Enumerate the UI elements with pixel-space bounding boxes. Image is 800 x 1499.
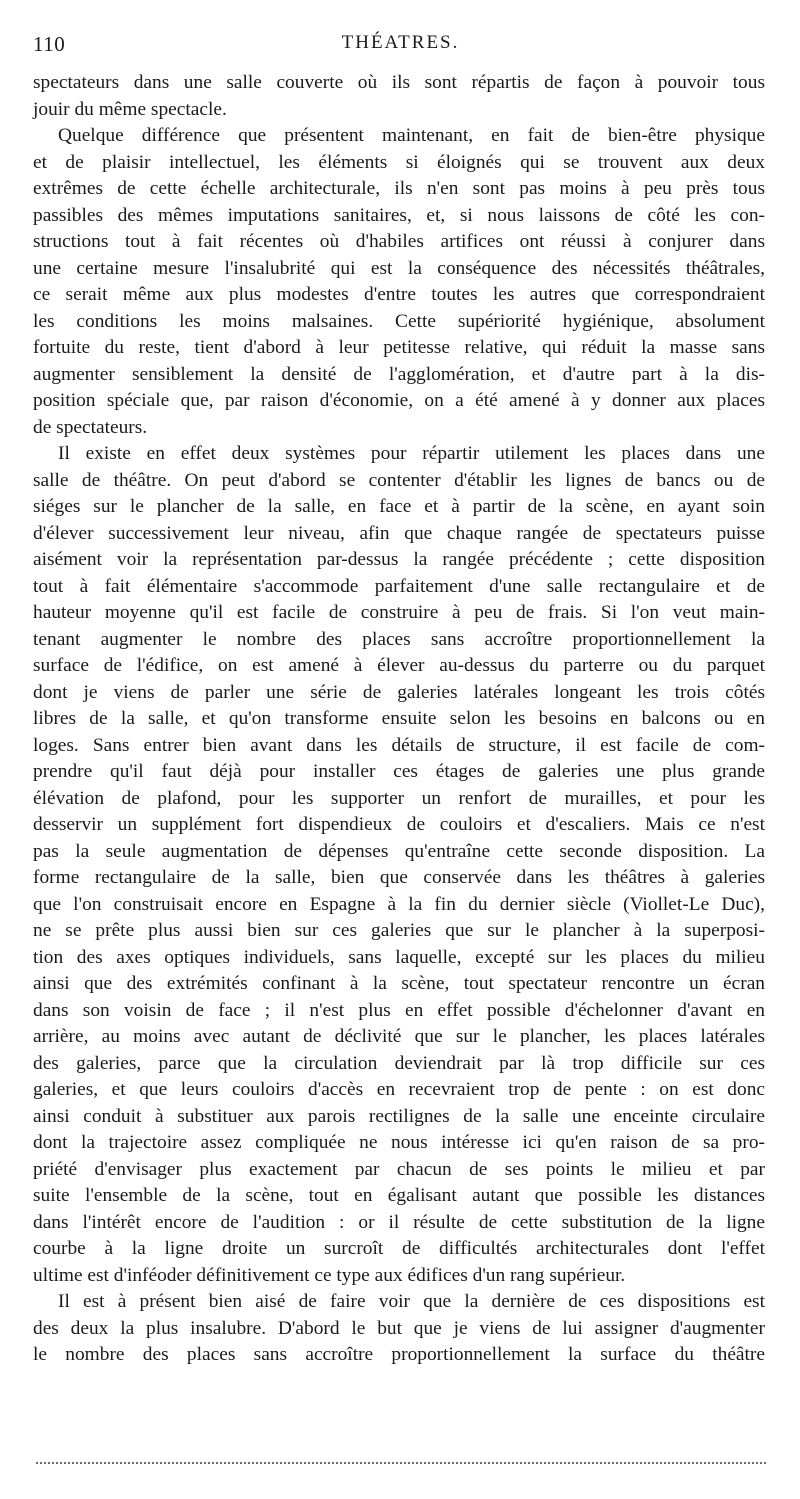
text-line: passibles des mêmes imputations sanitaires, et, si nous laissons de côté les con- bbox=[33, 204, 765, 226]
text-line: fortuite du reste, tient d'abord à leur petitesse relative, qui réduit la masse sans bbox=[33, 337, 765, 358]
text-line: suite l'ensemble de la scène, tout en égalisant autant que possible les distances bbox=[33, 1185, 765, 1206]
text-line: prendre qu'il faut déjà pour installer ces étages de galeries une plus grande bbox=[33, 761, 765, 782]
body-text bbox=[33, 70, 765, 1369]
text-line: une certaine mesure l'insalubrité qui est la conséquence des nécessités théâtrales, bbox=[33, 257, 765, 279]
text-line: Il existe en effet deux systèmes pour répartir utilement les places dans une bbox=[58, 443, 765, 464]
page-number: 110 bbox=[33, 32, 66, 56]
text-line: des deux la plus insalubre. D'abord le but que je viens de lui assigner d'augmenter bbox=[33, 1317, 765, 1339]
text-line: jouir du même spectacle. bbox=[33, 98, 227, 120]
text-line: de spectateurs. bbox=[33, 416, 148, 438]
page-header bbox=[33, 32, 768, 60]
text-line: libres de la salle, et qu'on transforme ensuite selon les besoins en balcons ou en bbox=[33, 708, 765, 729]
text-line: loges. Sans entrer bien avant dans les détails de structure, il est facile de com- bbox=[33, 734, 765, 756]
text-line: spectateurs dans une salle couverte où ils sont répartis de façon à pouvoir tous bbox=[33, 72, 765, 93]
text-line: galeries, et que leurs couloirs d'accès en recevraient trop de pente : on est donc bbox=[33, 1079, 765, 1100]
text-line: extrêmes de cette échelle architecturale, ils n'en sont pas moins à peu près tous bbox=[33, 178, 765, 199]
text-line: desservir un supplément fort dispendieux de couloirs et d'escaliers. Mais ce n'est bbox=[33, 814, 765, 835]
text-line: Il est à présent bien aisé de faire voir que la dernière de ces dispositions est bbox=[58, 1291, 765, 1312]
text-line: que l'on construisait encore en Espagne à la fin du dernier siècle (Viollet-Le Duc), bbox=[33, 893, 765, 915]
text-line: arrière, au moins avec autant de déclivité que sur le plancher, les places latérales bbox=[33, 1026, 765, 1047]
text-line: ainsi que des extrémités confinant à la scène, tout spectateur rencontre un écran bbox=[33, 973, 765, 994]
text-line: Quelque différence que présentent maintenant, en fait de bien-être physique bbox=[58, 125, 765, 146]
footer-dotted-rule bbox=[36, 1462, 766, 1464]
text-line: hauteur moyenne qu'il est facile de construire à peu de frais. Si l'on veut main- bbox=[33, 602, 765, 623]
text-line: dont je viens de parler une série de galeries latérales longeant les trois côtés bbox=[33, 681, 765, 703]
text-line: des galeries, parce que la circulation deviendrait par là trop difficile sur ces bbox=[33, 1052, 765, 1074]
text-line: augmenter sensiblement la densité de l'agglomération, et d'autre part à la dis- bbox=[33, 363, 765, 385]
text-line: dont la trajectoire assez compliquée ne nous intéresse ici qu'en raison de sa pro- bbox=[33, 1132, 765, 1153]
text-line: ultime est d'inféoder définitivement ce type aux édifices d'un rang supérieur. bbox=[33, 1264, 626, 1286]
text-line: structions tout à fait récentes où d'habiles artifices ont réussi à conjurer dans bbox=[33, 231, 765, 252]
text-line: le nombre des places sans accroître proportionnellement la surface du théâtre bbox=[33, 1344, 765, 1365]
text-line: ainsi conduit à substituer aux parois rectilignes de la salle une enceinte circulaire bbox=[33, 1105, 765, 1127]
text-line: priété d'envisager plus exactement par chacun de ses points le milieu et par bbox=[33, 1158, 765, 1180]
text-line: courbe à la ligne droite un surcroît de difficultés architecturales dont l'effet bbox=[33, 1238, 765, 1259]
text-line: aisément voir la représentation par-dessus la rangée précédente ; cette disposition bbox=[33, 549, 765, 570]
text-line: ne se prête plus aussi bien sur ces galeries que sur le plancher à la superposi- bbox=[33, 920, 765, 941]
running-title: THÉATRES. bbox=[341, 32, 460, 53]
text-line: pas la seule augmentation de dépenses qu'entraîne cette seconde disposition. La bbox=[33, 840, 765, 862]
text-line: tenant augmenter le nombre des places sans accroître proportionnellement la bbox=[33, 628, 765, 650]
text-line: forme rectangulaire de la salle, bien que conservée dans les théâtres à galeries bbox=[33, 867, 765, 888]
text-line: salle de théâtre. On peut d'abord se contenter d'établir les lignes de bancs ou de bbox=[33, 469, 765, 491]
text-line: ce serait même aux plus modestes d'entre toutes les autres que correspondraient bbox=[33, 284, 765, 305]
text-line: et de plaisir intellectuel, les éléments si éloignés qui se trouvent aux deux bbox=[33, 151, 765, 173]
text-line: position spéciale que, par raison d'économie, on a été amené à y donner aux places bbox=[33, 390, 765, 411]
text-line: surface de l'édifice, on est amené à élever au-dessus du parterre ou du parquet bbox=[33, 655, 765, 676]
text-line: élévation de plafond, pour les supporter un renfort de murailles, et pour les bbox=[33, 787, 765, 809]
text-line: siéges sur le plancher de la salle, en face et à partir de la scène, en ayant soin bbox=[33, 496, 765, 517]
text-line: dans l'intérêt encore de l'audition : or il résulte de cette substitution de la ligne bbox=[33, 1211, 765, 1233]
text-line: d'élever successivement leur niveau, afin que chaque rangée de spectateurs puisse bbox=[33, 522, 765, 544]
text-line: tout à fait élémentaire s'accommode parfaitement d'une salle rectangulaire et de bbox=[33, 575, 765, 597]
text-line: dans son voisin de face ; il n'est plus en effet possible d'échelonner d'avant en bbox=[33, 999, 765, 1021]
text-line: tion des axes optiques individuels, sans laquelle, excepté sur les places du milieu bbox=[33, 946, 765, 968]
text-line: les conditions les moins malsaines. Cette supériorité hygiénique, absolument bbox=[33, 310, 765, 332]
